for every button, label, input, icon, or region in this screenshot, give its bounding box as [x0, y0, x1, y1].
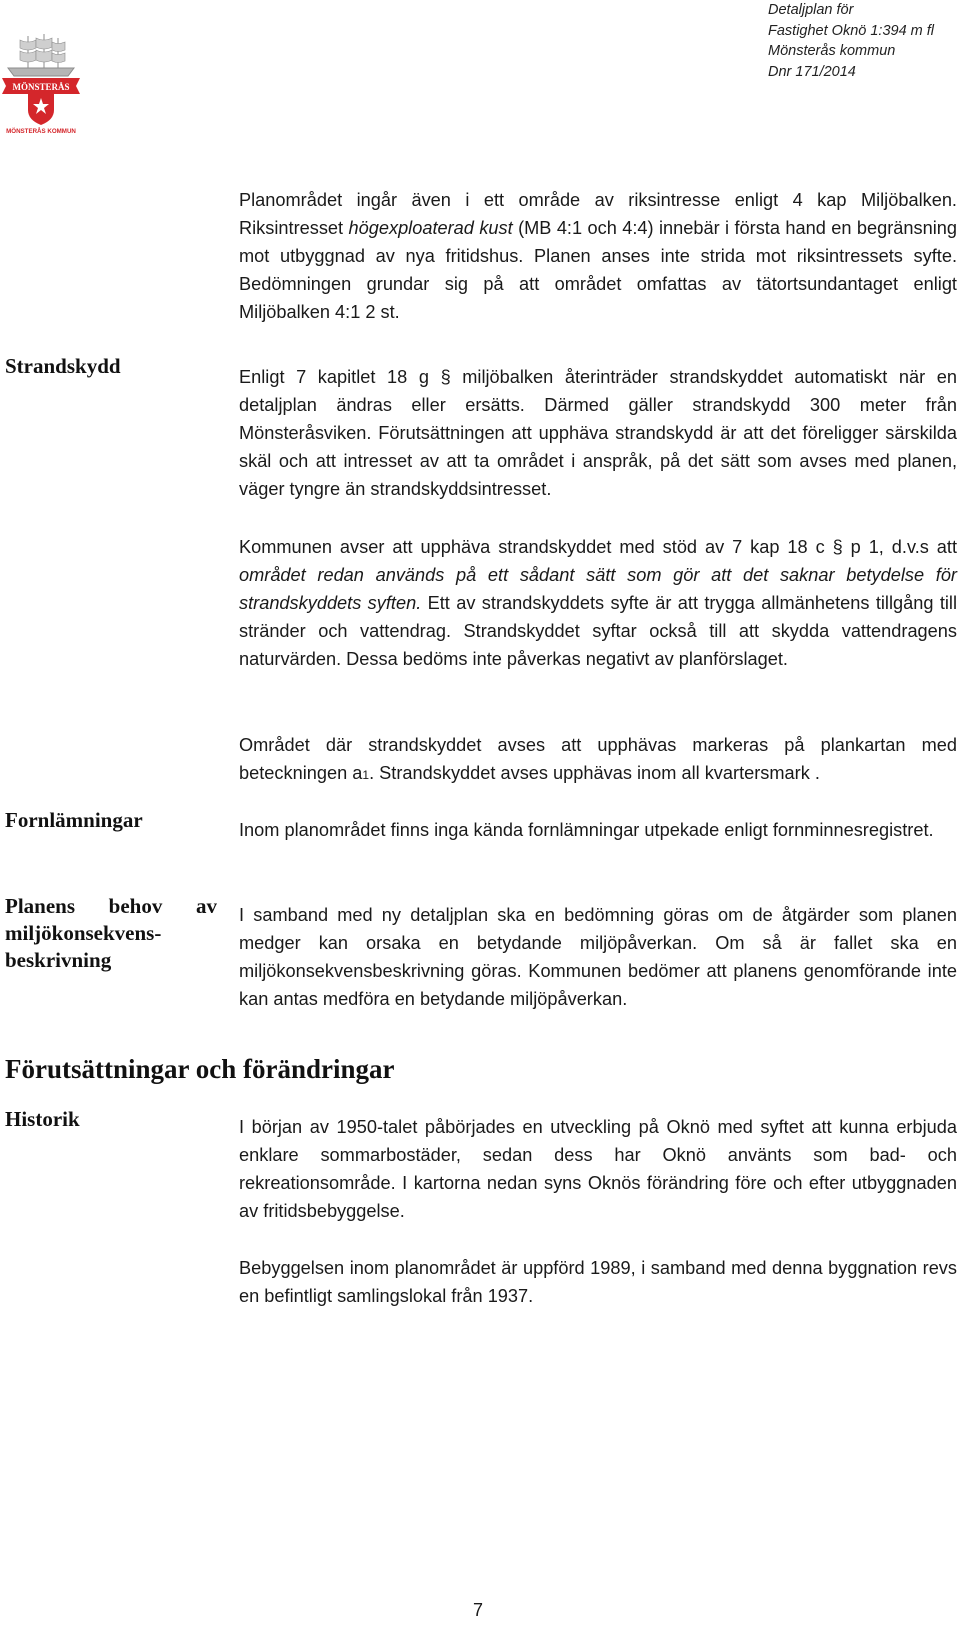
section-title-forutsattningar: Förutsättningar och förändringar — [5, 1054, 395, 1084]
heading-historik: Historik — [5, 1107, 80, 1131]
heading-strandskydd: Strandskydd — [5, 354, 121, 378]
strandskydd-paragraph-2: Kommunen avser att upphäva strandskyddet med stöd av 7 kap 18 c § p 1, d.v.s att området redan används på ett sådant sätt som gör att det saknar betydelse för strandskyddets syften. Ett av strandskyddets syfte är att trygga allmänhetens tillgång till stränder och vattendrag. Strandskyddet syftar också till att skydda vattendragens naturvärden. Dessa bedöms inte påverkas negativt av planförslaget. — [239, 537, 957, 669]
fornlamningar-paragraph: Inom planområdet finns inga kända fornlämningar utpekade enligt fornminnesregistret. — [239, 820, 934, 840]
header-line-property: Fastighet Oknö 1:394 m fl — [768, 22, 935, 39]
document-header — [768, 0, 934, 82]
riksintresse-paragraph: Planområdet ingår även i ett område av riksintresse enligt 4 kap Miljöbalken. Riksintresset högexploaterad kust (MB 4:1 och 4:4) innebär i första hand en begränsning mot utbyggnad av nya fritidshus. Planen anses inte strida mot riksintressets syfte. Bedömningen grundar sig på att området omfattas av tätortsundantaget enligt Miljöbalken 4:1 2 st. — [239, 190, 957, 322]
historik-paragraph-2: Bebyggelsen inom planområdet är uppförd 1989, i samband med denna byggnation revs en befintligt samlingslokal från 1937. — [239, 1258, 957, 1306]
ship-crest-icon — [0, 30, 82, 135]
strandskydd-paragraph-1: Enligt 7 kapitlet 18 g § miljöbalken återinträder strandskyddet automatiskt när en detaljplan ändras eller ersätts. Därmed gäller strandskydd 300 meter från Mönsteråsviken. Förutsättningen att upphäva strandskydd är att det föreligger särskilda skäl och att intresset av att ta området i anspråk, på det sätt som avses med planen, väger tyngre än strandskyddsintresset. — [239, 367, 957, 499]
planens-behov-paragraph: I samband med ny detaljplan ska en bedömning göras om de åtgärder som planen medger kan orsaka en betydande miljöpåverkan. Om så är fallet ska en miljökonsekvensbeskrivning göras. Kommunen bedömer att planens genomförande inte kan antas medföra en betydande miljöpåverkan. — [239, 905, 957, 1009]
header-line-dnr: Dnr 171/2014 — [768, 63, 856, 80]
svg-text:MÖNSTERÅS: MÖNSTERÅS — [12, 82, 70, 92]
municipality-logo — [0, 30, 82, 135]
header-line-plan: Detaljplan för — [768, 2, 854, 18]
strandskydd-paragraph-3: Området där strandskyddet avses att upphävas markeras på plankartan med beteckningen a1. Strandskyddet avses upphävas inom all kvartersmark . — [239, 735, 957, 783]
riksintresse-term: högexploaterad kust — [348, 218, 513, 238]
page-number: 7 — [473, 1600, 484, 1620]
historik-paragraph-1: I början av 1950-talet påbörjades en utveckling på Oknö med syftet att kunna erbjuda enklare sommarbostäder, sedan dess har Oknö använts som bad- och rekreationsområde. I kartorna nedan syns Oknös förändring före och efter utbyggnaden av fritidsbebyggelse. — [239, 1117, 957, 1221]
heading-fornlamningar: Fornlämningar — [5, 808, 143, 832]
heading-planens-behov: Planens behov av miljökonsekvens- beskrivning — [5, 894, 217, 972]
header-line-municipality: Mönsterås kommun — [768, 43, 896, 59]
svg-text:MÖNSTERÅS KOMMUN: MÖNSTERÅS KOMMUN — [6, 128, 76, 135]
